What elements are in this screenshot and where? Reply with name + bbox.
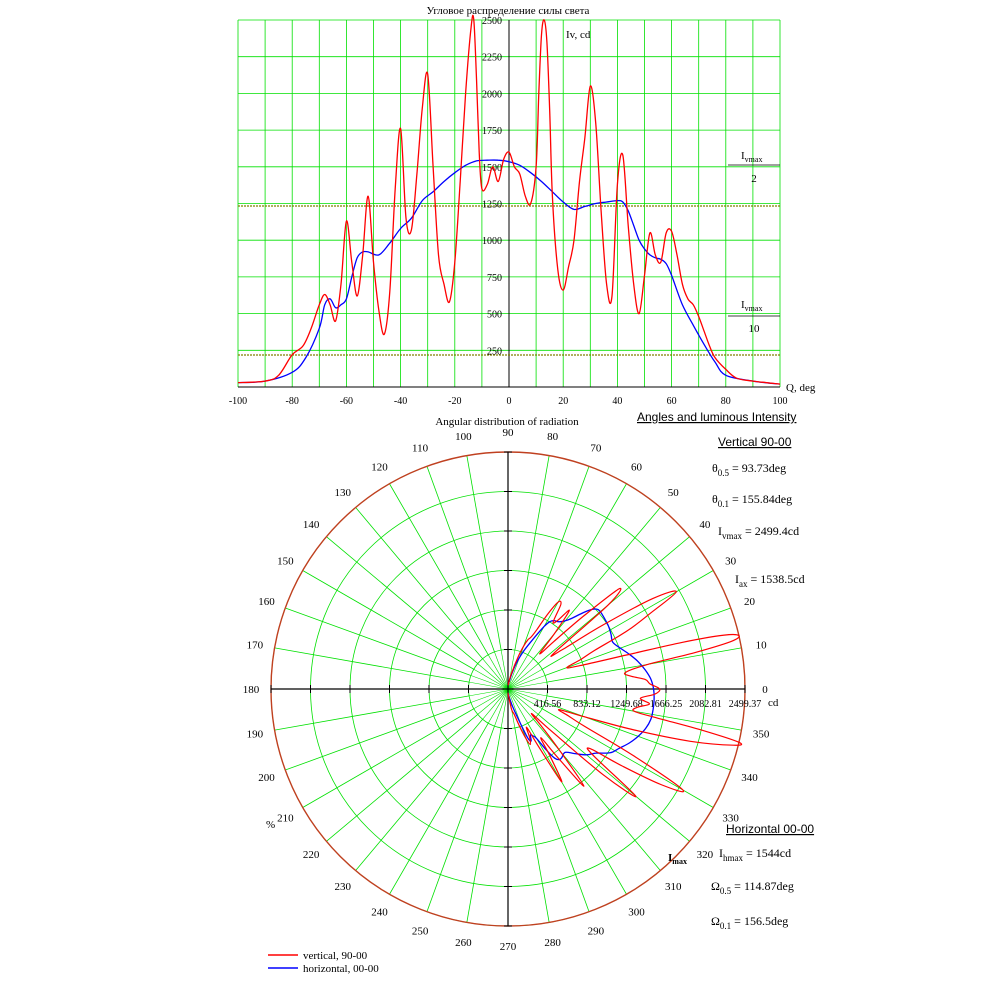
polar-grid-spoke xyxy=(356,719,483,870)
angle-label: 10 xyxy=(755,639,767,652)
x-axis-label: Q, deg xyxy=(786,382,816,394)
y-tick-labels xyxy=(482,16,502,357)
omega-01-stat: $\Omega_{0.1} = 156.5deg$ xyxy=(711,914,789,931)
tenth-max-label xyxy=(728,299,780,335)
radial-label: 1249.68 xyxy=(610,699,643,710)
angle-label: 50 xyxy=(667,487,679,500)
theta-01-stat: $\theta_{0.1} = 155.84deg$ xyxy=(712,492,793,509)
cartesian-grid xyxy=(238,20,780,387)
x-tick-label: -80 xyxy=(285,396,299,407)
angle-label: 0 xyxy=(762,684,768,696)
angle-label: 90 xyxy=(502,427,514,439)
x-tick-label: 100 xyxy=(772,396,788,407)
angle-label: 220 xyxy=(302,849,320,862)
x-tick-labels xyxy=(229,396,788,407)
x-tick-label: 0 xyxy=(506,396,512,407)
angle-label: 350 xyxy=(752,728,770,741)
y-tick-label: 1000 xyxy=(482,236,502,248)
radial-label: 1666.25 xyxy=(649,699,683,710)
angle-label: 320 xyxy=(696,849,714,862)
angle-label: 160 xyxy=(258,596,275,609)
angle-label: 240 xyxy=(371,906,388,919)
ihmax-stat: $I_{hmax} = 1544cd$ xyxy=(719,846,792,863)
ivmax-stat: $I_{vmax} = 2499.4cd$ xyxy=(718,524,800,541)
polar-grid-spoke xyxy=(427,726,495,912)
svg-text:2: 2 xyxy=(751,173,757,185)
angle-label: 340 xyxy=(741,771,758,784)
angle-label: 280 xyxy=(544,937,561,950)
radial-label: 416.56 xyxy=(533,699,562,710)
cartesian-title: Угловое распределение силы света xyxy=(426,5,590,17)
angle-label: 40 xyxy=(699,518,711,531)
x-tick-label: 60 xyxy=(666,396,677,407)
y-tick-label: 2500 xyxy=(482,16,502,27)
y-tick-label: 750 xyxy=(487,272,502,284)
polar-grid-spoke xyxy=(515,728,549,922)
radial-label: 2499.37 xyxy=(728,699,762,710)
y-tick-label: 1750 xyxy=(482,126,502,138)
svg-text:Ivmax: $I_{vmax}$ xyxy=(741,150,763,164)
polar-vertical-series xyxy=(508,588,742,796)
angle-label: 60 xyxy=(631,461,642,474)
angle-label: 120 xyxy=(371,461,388,474)
polar-grid-spoke xyxy=(467,728,501,922)
angle-label: 250 xyxy=(411,925,429,938)
angle-label: 230 xyxy=(334,880,352,893)
polar-grid-spoke xyxy=(356,507,483,658)
radial-label: 833.12 xyxy=(573,699,601,710)
radial-label: 2082.81 xyxy=(689,699,722,710)
polar-grid-spoke xyxy=(467,456,501,650)
legend xyxy=(268,950,379,975)
y-tick-label: 2000 xyxy=(482,89,502,101)
polar-chart xyxy=(243,416,779,953)
y-tick-label: 250 xyxy=(487,346,502,358)
theta-05-stat: $\theta_{0.5} = 93.73deg$ xyxy=(712,461,787,478)
angle-label: 110 xyxy=(412,442,429,455)
chart-subtitle: Angles and luminous Intensity xyxy=(637,410,797,424)
polar-grid-spoke xyxy=(326,537,477,664)
polar-grid-spoke xyxy=(285,608,471,676)
vertical-stats-title: Vertical 90-00 xyxy=(718,435,792,449)
angle-label: 100 xyxy=(455,430,472,443)
angle-label: 270 xyxy=(499,941,517,953)
y-axis-label: Iv, cd xyxy=(566,29,591,41)
angle-label: 180 xyxy=(242,684,260,696)
y-tick-label: 1250 xyxy=(482,199,502,211)
polar-grid-spoke xyxy=(326,714,477,841)
angle-label: 330 xyxy=(722,812,739,825)
x-tick-label: -60 xyxy=(339,396,354,407)
angle-label: 290 xyxy=(587,925,605,938)
angle-label: 70 xyxy=(590,442,602,455)
angle-label: 260 xyxy=(455,937,472,950)
angle-label: 130 xyxy=(334,487,352,500)
y-tick-label: 500 xyxy=(487,309,502,321)
omega-05-stat: $\Omega_{0.5} = 114.87deg$ xyxy=(711,879,794,896)
x-tick-label: -40 xyxy=(393,396,408,407)
polar-grid-spoke xyxy=(275,648,469,682)
imax-label: $I_{max}$ xyxy=(668,852,687,866)
x-tick-label: 80 xyxy=(720,396,731,407)
x-tick-label: -100 xyxy=(228,396,248,407)
polar-grid-spoke xyxy=(427,466,495,652)
polar-axes xyxy=(271,452,745,926)
cartesian-chart xyxy=(229,5,816,424)
polar-grid-spoke xyxy=(522,466,590,652)
legend-vertical-label: vertical, 90-00 xyxy=(303,950,368,962)
polar-grid-spoke xyxy=(533,719,660,870)
iax-stat: $I_{ax} = 1538.5cd$ xyxy=(735,572,805,589)
polar-grid-spoke xyxy=(515,456,549,650)
x-tick-label: -20 xyxy=(448,396,462,407)
angle-label: 170 xyxy=(246,639,264,652)
radial-unit-label: cd xyxy=(768,697,779,709)
polar-grid-spoke xyxy=(275,696,469,730)
y-tick-label: 1500 xyxy=(482,162,502,174)
x-tick-label: 40 xyxy=(612,396,623,407)
angle-label: 310 xyxy=(664,880,682,893)
svg-text:Ivmax: $I_{vmax}$ xyxy=(741,299,763,313)
angle-label: 150 xyxy=(277,555,294,568)
angle-label: 20 xyxy=(744,596,756,609)
angle-label: 200 xyxy=(258,771,275,784)
angle-label: 140 xyxy=(302,518,320,531)
angle-label: 30 xyxy=(725,555,737,568)
polar-title: Angular distribution of radiation xyxy=(435,416,579,428)
x-tick-label: 20 xyxy=(558,396,569,407)
stats-panel xyxy=(711,435,814,931)
svg-text:10: 10 xyxy=(748,323,760,335)
angle-label: 190 xyxy=(246,728,264,741)
percent-label: % xyxy=(266,819,276,831)
half-max-label xyxy=(728,150,780,185)
angle-label: 300 xyxy=(628,906,645,919)
y-tick-label: 2250 xyxy=(482,52,502,64)
angle-label: 210 xyxy=(277,812,294,825)
polar-grid-spoke xyxy=(285,703,471,771)
legend-horizontal-label: horizontal, 00-00 xyxy=(303,963,379,975)
angle-label: 80 xyxy=(547,430,559,443)
horizontal-stats-title: Horizontal 00-00 xyxy=(726,822,815,836)
